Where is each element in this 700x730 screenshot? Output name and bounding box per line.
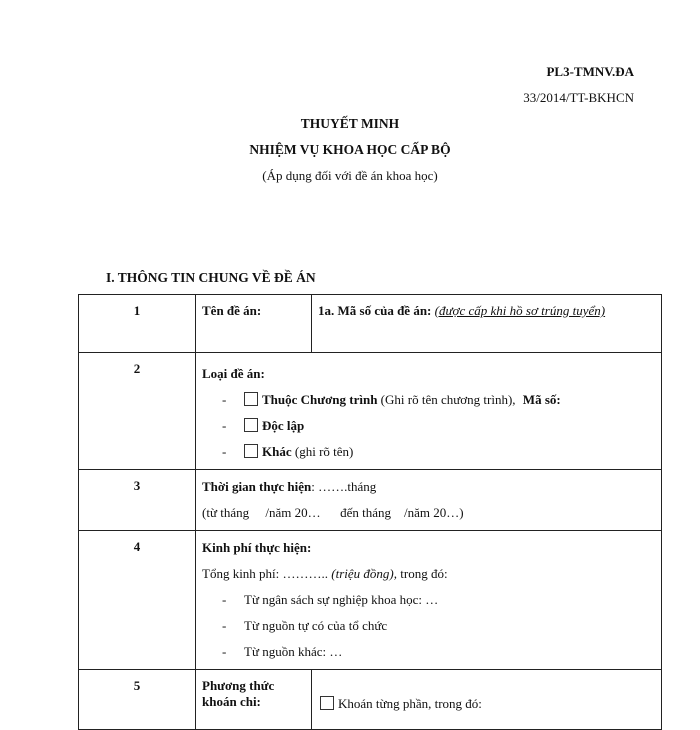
project-name-label: Tên đề án: — [202, 303, 262, 318]
duration-cell[interactable] — [196, 470, 662, 531]
list-item: - Thuộc Chương trình (Ghi rõ tên chương trình), Mã số: — [222, 392, 561, 407]
form-code: PL3-TMNV.ĐA — [546, 64, 634, 79]
duration-range: (từ tháng /năm 20… đến tháng /năm 20…) — [202, 505, 464, 520]
table-row — [79, 295, 662, 353]
other-checkbox[interactable] — [244, 444, 258, 458]
budget-cell[interactable] — [196, 531, 662, 670]
list-item: - Từ ngân sách sự nghiệp khoa học: … — [222, 592, 439, 607]
circular-number: 33/2014/TT-BKHCN — [523, 90, 634, 105]
table-row — [79, 470, 662, 531]
independent-checkbox[interactable] — [244, 418, 258, 432]
project-code-label: 1a. Mã số của đề án: — [318, 303, 432, 318]
partial-contract-label: Khoán từng phần, trong đó: — [338, 696, 482, 711]
project-type-label: Loại đề án: — [202, 366, 265, 381]
list-item: - Từ nguồn khác: … — [222, 644, 343, 659]
row-number: 2 — [79, 353, 196, 470]
row-number: 5 — [79, 670, 196, 730]
table-row — [79, 531, 662, 670]
project-info-table — [78, 294, 662, 730]
doc-subtitle: NHIỆM VỤ KHOA HỌC CẤP BỘ — [249, 142, 451, 157]
doc-applicability: (Áp dụng đối với đề án khoa học) — [262, 168, 438, 183]
program-checkbox[interactable] — [244, 392, 258, 406]
section-heading: I. THÔNG TIN CHUNG VỀ ĐỀ ÁN — [106, 270, 316, 285]
list-item: - Từ nguồn tự có của tổ chức — [222, 618, 388, 633]
project-type-cell — [196, 353, 662, 470]
list-item: - Khác (ghi rõ tên) — [222, 444, 354, 459]
budget-label: Kinh phí thực hiện: — [202, 540, 312, 555]
row-number: 1 — [79, 295, 196, 353]
doc-title: THUYẾT MINH — [300, 116, 400, 131]
project-code-note: (được cấp khi hồ sơ trúng tuyển) — [434, 303, 606, 318]
duration-value: : …….tháng — [311, 479, 377, 494]
row-number: 3 — [79, 470, 196, 531]
table-row — [79, 353, 662, 470]
project-name-cell[interactable] — [196, 295, 312, 353]
row-number: 4 — [79, 531, 196, 670]
duration-label: Thời gian thực hiện — [202, 479, 312, 494]
budget-total: Tổng kinh phí: ……….. (triệu đồng), trong đó: — [202, 566, 448, 581]
list-item: - Độc lập — [222, 418, 305, 433]
project-code-cell[interactable] — [312, 295, 662, 353]
payment-method-label: Phương thức khoán chi: — [202, 678, 275, 709]
partial-contract-checkbox[interactable] — [320, 696, 334, 710]
